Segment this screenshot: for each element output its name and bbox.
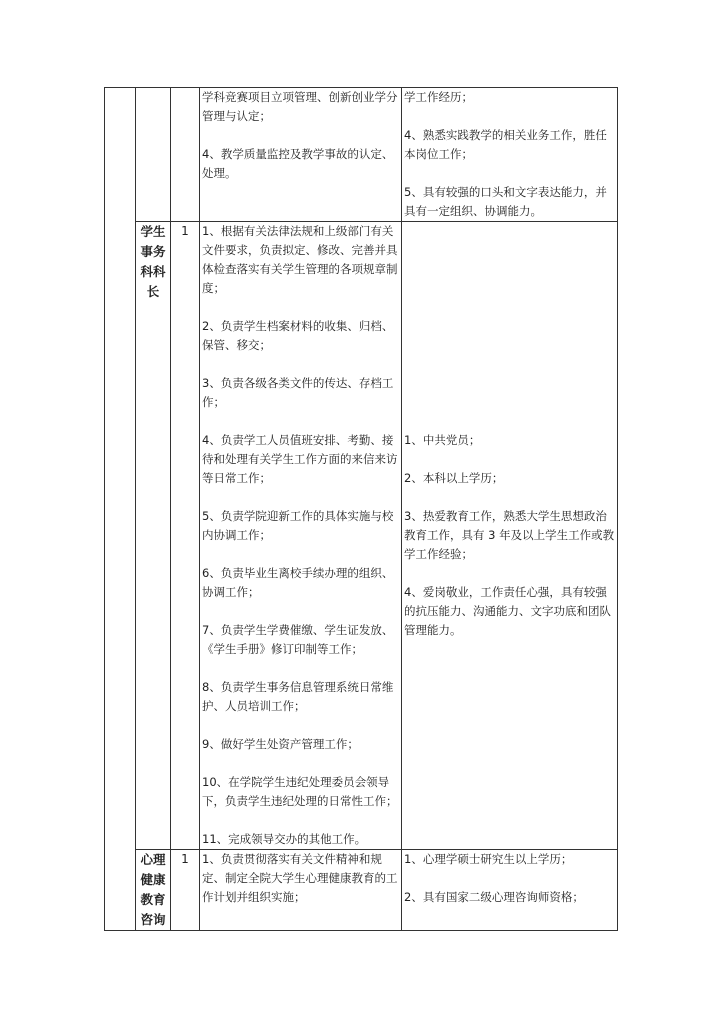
requirement-item: 2、本科以上学历； [404,471,504,485]
duty-item: 4、负责学工人员值班安排、考勤、接待和处理有关学生工作方面的来信来访等日常工作； [202,433,398,485]
duties-cell [200,88,402,222]
requirements-cell [402,850,618,931]
duty-item: 11、完成领导交办的其他工作。 [202,832,367,846]
duty-item: 4、教学质量监控及教学事故的认定、处理。 [202,147,394,180]
requirement-item: 1、中共党员； [404,433,481,447]
duty-item: 7、负责学生学费催缴、学生证发放、《学生手册》修订印制等工作； [202,623,394,656]
duty-item: 1、根据有关法律法规和上级部门有关文件要求，负责拟定、修改、完善并具体检查落实有关学生管理的各项规章制度； [202,224,398,295]
table-row [105,222,618,850]
position-cell: 心理健康教育咨询 [136,850,171,931]
job-table [104,87,618,931]
duty-item: 9、做好学生处资产管理工作； [202,737,359,751]
table-row [105,88,618,222]
requirement-item: 学工作经历； [404,90,473,104]
count-cell: 1 [171,222,200,850]
duties-cell [200,222,402,850]
requirement-item: 4、爱岗敬业，工作责任心强，具有较强的抗压能力、沟通能力、文字功底和团队管理能力。 [404,585,611,637]
requirement-item: 3、热爱教育工作，熟悉大学生思想政治教育工作，具有 3 年及以上学生工作或教学工作经验； [404,509,615,561]
requirement-item: 1、心理学硕士研究生以上学历； [404,852,573,866]
duty-item: 5、负责学院迎新工作的具体实施与校内协调工作； [202,509,394,542]
duty-item: 学科竞赛项目立项管理、创新创业学分管理与认定； [202,90,398,123]
duties-cell [200,850,402,931]
duty-item: 10、在学院学生违纪处理委员会领导下，负责学生违纪处理的日常性工作； [202,775,398,808]
requirement-item: 5、具有较强的口头和文字表达能力，并具有一定组织、协调能力。 [404,185,607,218]
duty-item: 8、负责学生事务信息管理系统日常维护、人员培训工作； [202,680,394,713]
duty-item: 1、负责贯彻落实有关文件精神和规定、制定全院大学生心理健康教育的工作计划并组织实施； [202,852,398,904]
duty-item: 6、负责毕业生离校手续办理的组织、协调工作； [202,566,394,599]
duty-item: 2、负责学生档案材料的收集、归档、保管、移交； [202,319,394,352]
requirement-item: 2、具有国家二级心理咨询师资格； [404,890,584,904]
count-cell [171,88,200,222]
position-cell: 学生事务科科长 [136,222,171,850]
table-row [105,850,618,931]
requirements-cell [402,222,618,850]
position-cell [136,88,171,222]
count-cell: 1 [171,850,200,931]
requirement-item: 4、熟悉实践教学的相关业务工作，胜任本岗位工作； [404,128,607,161]
duty-item: 3、负责各级各类文件的传达、存档工作； [202,376,394,409]
requirements-cell [402,88,618,222]
department-cell [105,88,136,931]
